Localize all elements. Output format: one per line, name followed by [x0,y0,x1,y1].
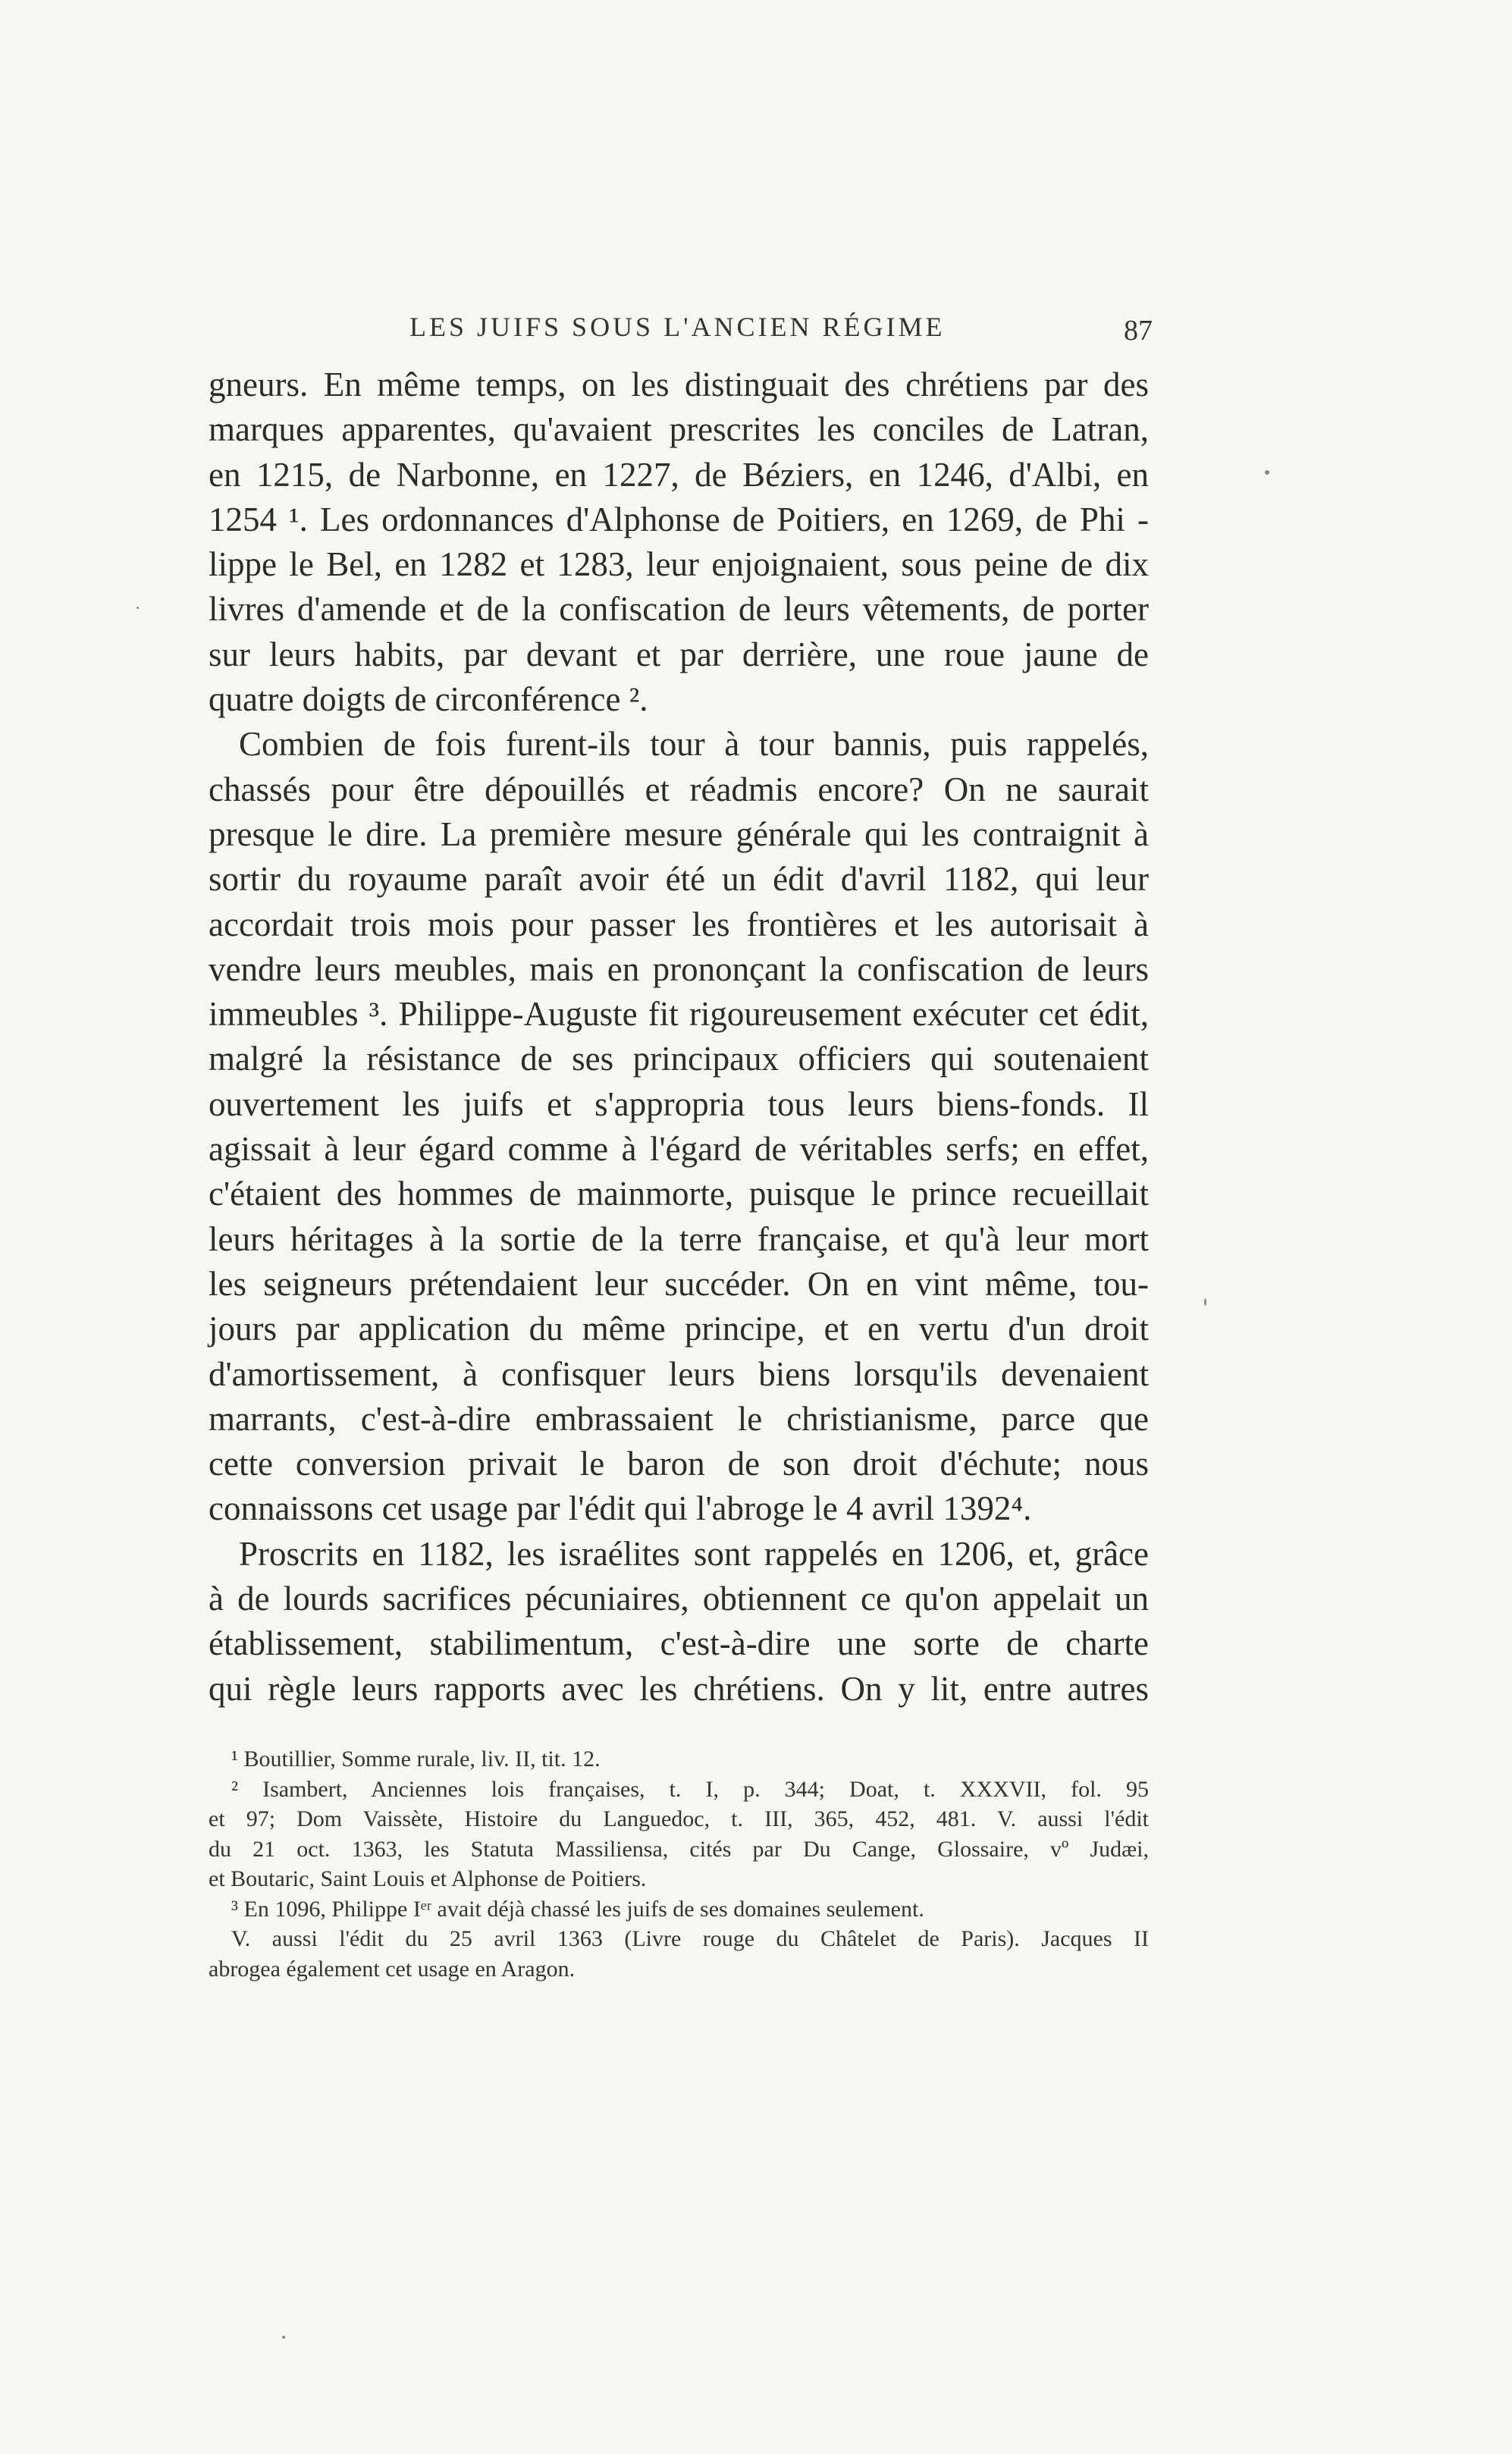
page-number: 87 [1124,315,1153,347]
text-line: agissait à leur égard comme à l'égard de véritables serfs; en effet, [209,1130,1149,1169]
text-line: lippe le Bel, en 1282 et 1283, leur enjoignaient, sous peine de dix [209,545,1149,584]
text-line: cette conversion privait le baron de son droit d'échute; nous [209,1445,1149,1483]
text-line: malgré la résistance de ses principaux officiers qui soutenaient [209,1040,1149,1078]
footnote-line: ³ En 1096, Philippe Iᵉʳ avait déjà chassé les juifs de ses domaines seulement. [231,1896,924,1922]
text-line: 1254 ¹. Les ordonnances d'Alphonse de Poitiers, en 1269, de Phi - [209,500,1149,538]
print-speck [1204,1298,1206,1306]
running-head [212,311,1153,356]
text-line: chassés pour être dépouillés et réadmis encore? On ne saurait [209,770,1149,808]
text-line: c'étaient des hommes de mainmorte, puisque le prince recueillait [209,1175,1149,1213]
text-line: marques apparentes, qu'avaient prescrites les conciles de Latran, [209,410,1149,449]
text-line: livres d'amende et de la confiscation de leurs vêtements, de porter [209,590,1149,629]
footnotes [209,1744,1149,1984]
text-line: établissement, stabilimentum, c'est-à-dire une sorte de charte [209,1624,1149,1663]
text-line: qui règle leurs rapports avec les chrétiens. On y lit, entre autres [209,1669,1149,1708]
footnote-line: et 97; Dom Vaissète, Histoire du Languedoc, t. III, 365, 452, 481. V. aussi l'édit [209,1806,1149,1831]
text-line: quatre doigts de circonférence ². [209,680,648,719]
text-line: ouvertement les juifs et s'appropria tous leurs biens-fonds. Il [209,1084,1149,1123]
text-line: vendre leurs meubles, mais en prononçant la confiscation de leurs [209,949,1149,988]
text-line: Combien de fois furent-ils tour à tour bannis, puis rappelés, [239,725,1149,764]
print-speck [136,607,139,609]
text-line: à de lourds sacrifices pécuniaires, obtiennent ce qu'on appelait un [209,1580,1149,1618]
print-speck [282,2336,285,2339]
footnote-line: du 21 oct. 1363, les Statuta Massiliensa, cités par Du Cange, Glossaire, vº Judæi, [209,1836,1149,1862]
main-text [209,362,1149,1712]
text-line: accordait trois mois pour passer les frontières et les autorisait à [209,905,1149,943]
text-line: connaissons cet usage par l'édit qui l'abroge le 4 avril 1392⁴. [209,1489,1032,1528]
text-line: d'amortissement, à confisquer leurs biens lorsqu'ils devenaient [209,1354,1149,1393]
text-line: Proscrits en 1182, les israélites sont rappelés en 1206, et, grâce [239,1534,1149,1573]
footnote-line: ¹ Boutillier, Somme rurale, liv. II, tit. 12. [231,1746,601,1771]
text-line: sortir du royaume paraît avoir été un édit d'avril 1182, qui leur [209,860,1149,899]
text-line: marrants, c'est-à-dire embrassaient le christianisme, parce que [209,1399,1149,1438]
running-title: LES JUIFS SOUS L'ANCIEN RÉGIME [409,312,946,342]
print-speck [1265,470,1269,475]
text-line: les seigneurs prétendaient leur succéder. On en vint même, tou- [209,1264,1149,1303]
text-line: en 1215, de Narbonne, en 1227, de Béziers, en 1246, d'Albi, en [209,455,1149,494]
text-line: sur leurs habits, par devant et par derrière, une roue jaune de [209,635,1149,673]
text-line: presque le dire. La première mesure générale qui les contraignit à [209,814,1149,853]
footnote-line: ² Isambert, Anciennes lois françaises, t. I, p. 344; Doat, t. XXXVII, fol. 95 [231,1776,1149,1802]
footnote-line: abrogea également cet usage en Aragon. [209,1956,576,1982]
footnote-line: V. aussi l'édit du 25 avril 1363 (Livre rouge du Châtelet de Paris). Jacques II [231,1926,1149,1951]
text-line: leurs héritages à la sortie de la terre française, et qu'à leur mort [209,1219,1149,1258]
text-line: jours par application du même principe, et en vertu d'un droit [209,1310,1149,1348]
footnote-line: et Boutaric, Saint Louis et Alphonse de Poitiers. [209,1866,647,1891]
text-line: gneurs. En même temps, on les distinguait des chrétiens par des [209,366,1149,403]
text-line: immeubles ³. Philippe-Auguste fit rigoureusement exécuter cet édit, [209,995,1149,1034]
